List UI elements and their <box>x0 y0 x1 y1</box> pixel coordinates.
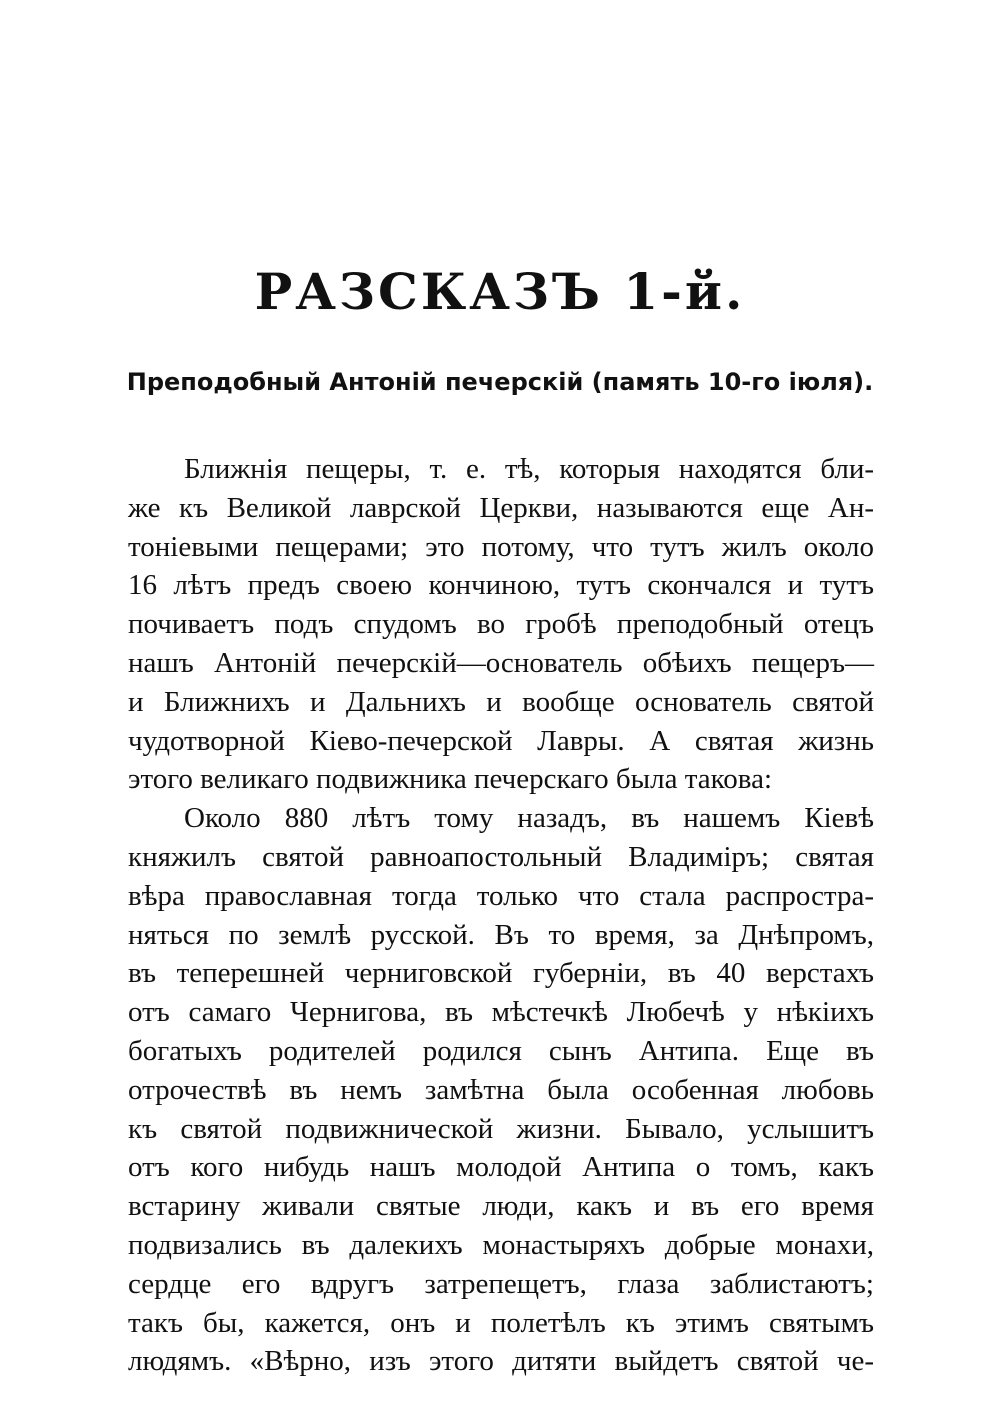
text-line: 16 лѣтъ предъ своею кончиною, тутъ скончался и тутъ <box>128 569 874 602</box>
chapter-title: РАЗСКАЗЪ 1-й. <box>254 262 746 321</box>
text-line: отрочествѣ въ немъ замѣтна была особенная любовь <box>128 1073 874 1106</box>
text-line: же къ Великой лаврской Церкви, называются еще Ан- <box>128 491 874 524</box>
chapter-subtitle: Преподобный Антоній печерскій (память 10-го іюля). <box>126 368 874 396</box>
text-line: богатыхъ родителей родился сынъ Антипа. Еще въ <box>128 1034 874 1067</box>
text-line: отъ кого нибудь нашъ молодой Антипа о томъ, какъ <box>128 1151 874 1184</box>
text-line: Около 880 лѣтъ тому назадъ, въ нашемъ Кіевѣ <box>184 802 874 835</box>
text-line: няться по землѣ русской. Въ то время, за Днѣпромъ, <box>128 918 874 951</box>
text-line: этого великаго подвижника печерскаго была такова: <box>128 763 773 796</box>
body-text <box>128 450 874 1381</box>
text-line: въ теперешней черниговской губерніи, въ 40 верстахъ <box>128 957 874 990</box>
text-line: тоніевыми пещерами; это потому, что тутъ жилъ около <box>128 530 874 563</box>
text-line: почиваетъ подъ спудомъ во гробѣ преподобный отецъ <box>128 608 874 641</box>
paragraph-1 <box>128 450 874 799</box>
text-line: къ святой подвижнической жизни. Бывало, услышитъ <box>128 1112 874 1145</box>
text-line: и Ближнихъ и Дальнихъ и вообще основатель святой <box>128 685 874 718</box>
text-line: встарину живали святые люди, какъ и въ его время <box>128 1190 874 1223</box>
text-line: Ближнія пещеры, т. е. тѣ, которыя находятся бли- <box>184 453 874 485</box>
paragraph-2 <box>128 799 874 1381</box>
text-line: чудотворной Кіево-печерской Лавры. А святая жизнь <box>128 724 874 757</box>
text-line: подвизались въ далекихъ монастыряхъ добрые монахи, <box>128 1228 874 1261</box>
text-line: людямъ. «Вѣрно, изъ этого дитяти выйдетъ святой че- <box>128 1345 874 1378</box>
text-line: отъ самаго Чернигова, въ мѣстечкѣ Любечѣ у нѣкіихъ <box>128 996 874 1029</box>
text-line: нашъ Антоній печерскій—основатель обѣихъ пещеръ— <box>128 646 874 679</box>
text-line: сердце его вдругъ затрепещетъ, глаза заблистаютъ; <box>128 1267 874 1300</box>
text-line: княжилъ святой равноапостольный Владиміръ; святая <box>128 840 874 873</box>
text-line: такъ бы, кажется, онъ и полетѣлъ къ этимъ святымъ <box>128 1306 874 1339</box>
text-line: вѣра православная тогда только что стала распростра- <box>128 879 874 912</box>
